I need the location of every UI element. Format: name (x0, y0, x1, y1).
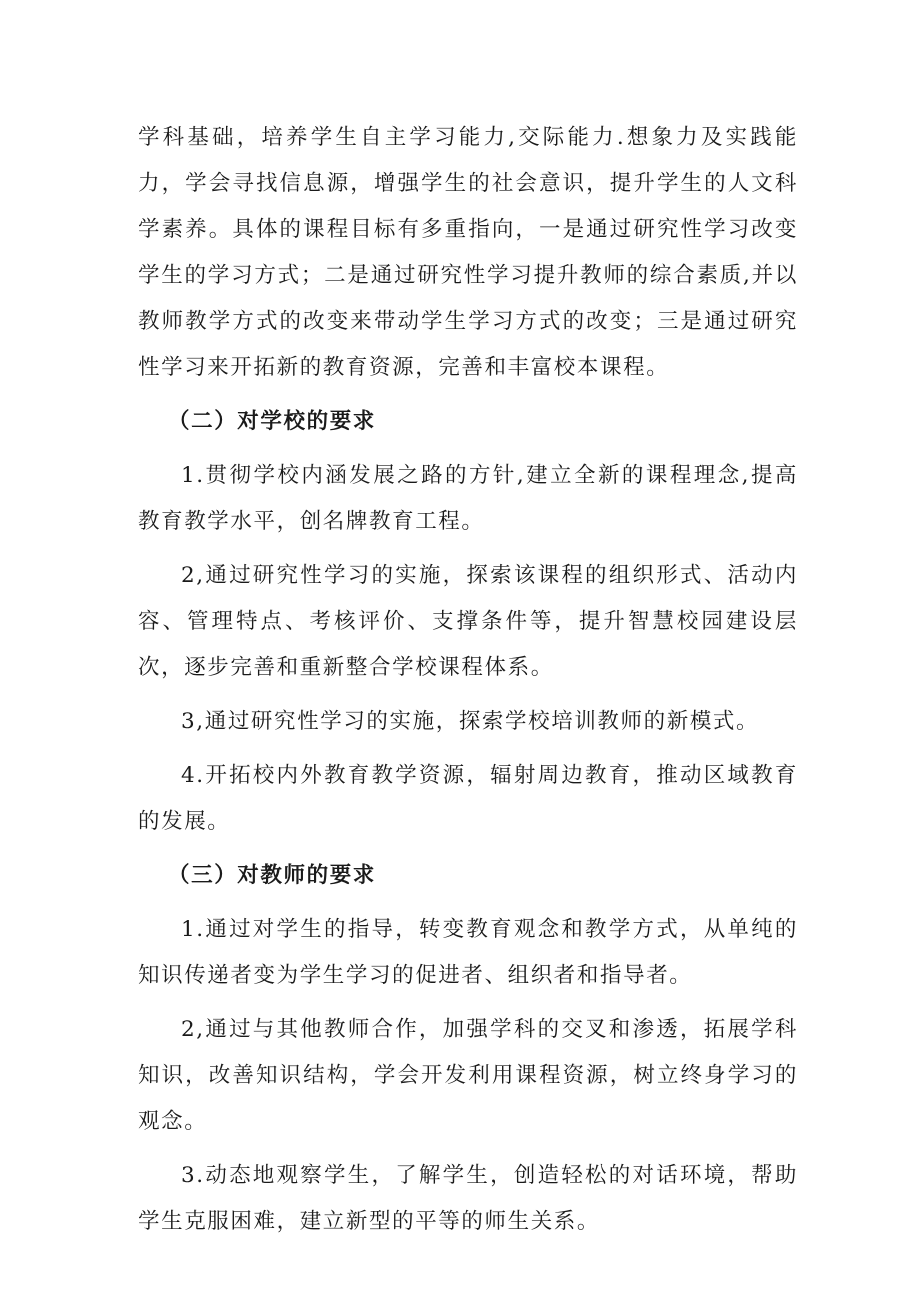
teacher-item-3: 3.动态地观察学生，了解学生，创造轻松的对话环境，帮助学生克服困难，建立新型的平等的师生关系。 (138, 1163, 798, 1234)
school-item-2: 2,通过研究性学习的实施，探索该课程的组织形式、活动内容、管理特点、考核评价、支撑条件等，提升智慧校园建设层次，逐步完善和重新整合学校课程体系。 (138, 563, 798, 680)
section-heading-teacher: （三）对教师的要求 (168, 863, 376, 888)
section-heading-school: （二）对学校的要求 (168, 409, 376, 434)
document-body (138, 115, 798, 1253)
teacher-item-2: 2,通过与其他教师合作，加强学科的交叉和渗透，拓展学科知识，改善知识结构，学会开发利用课程资源，树立终身学习的观念。 (138, 1017, 798, 1134)
intro-paragraph: 学科基础，培养学生自主学习能力,交际能力.想象力及实践能力，学会寻找信息源，增强学生的社会意识，提升学生的人文科学素养。具体的课程目标有多重指向，一是通过研究性学习改变学生的学习方式；二是通过研究性学习提升教师的综合素质,并以教师教学方式的改变来带动学生学习方式的改变；三是通过研究性学习来开拓新的教育资源，完善和丰富校本课程。 (138, 125, 798, 380)
school-item-1: 1.贯彻学校内涵发展之路的方针,建立全新的课程理念,提高教育教学水平，创名牌教育工程。 (138, 463, 798, 534)
school-item-4: 4.开拓校内外教育教学资源，辐射周边教育，推动区域教育的发展。 (138, 763, 798, 834)
school-item-3: 3,通过研究性学习的实施，探索学校培训教师的新模式。 (181, 709, 760, 734)
teacher-item-1: 1.通过对学生的指导，转变教育观念和教学方式，从单纯的知识传递者变为学生学习的促进者、组织者和指导者。 (138, 917, 798, 988)
